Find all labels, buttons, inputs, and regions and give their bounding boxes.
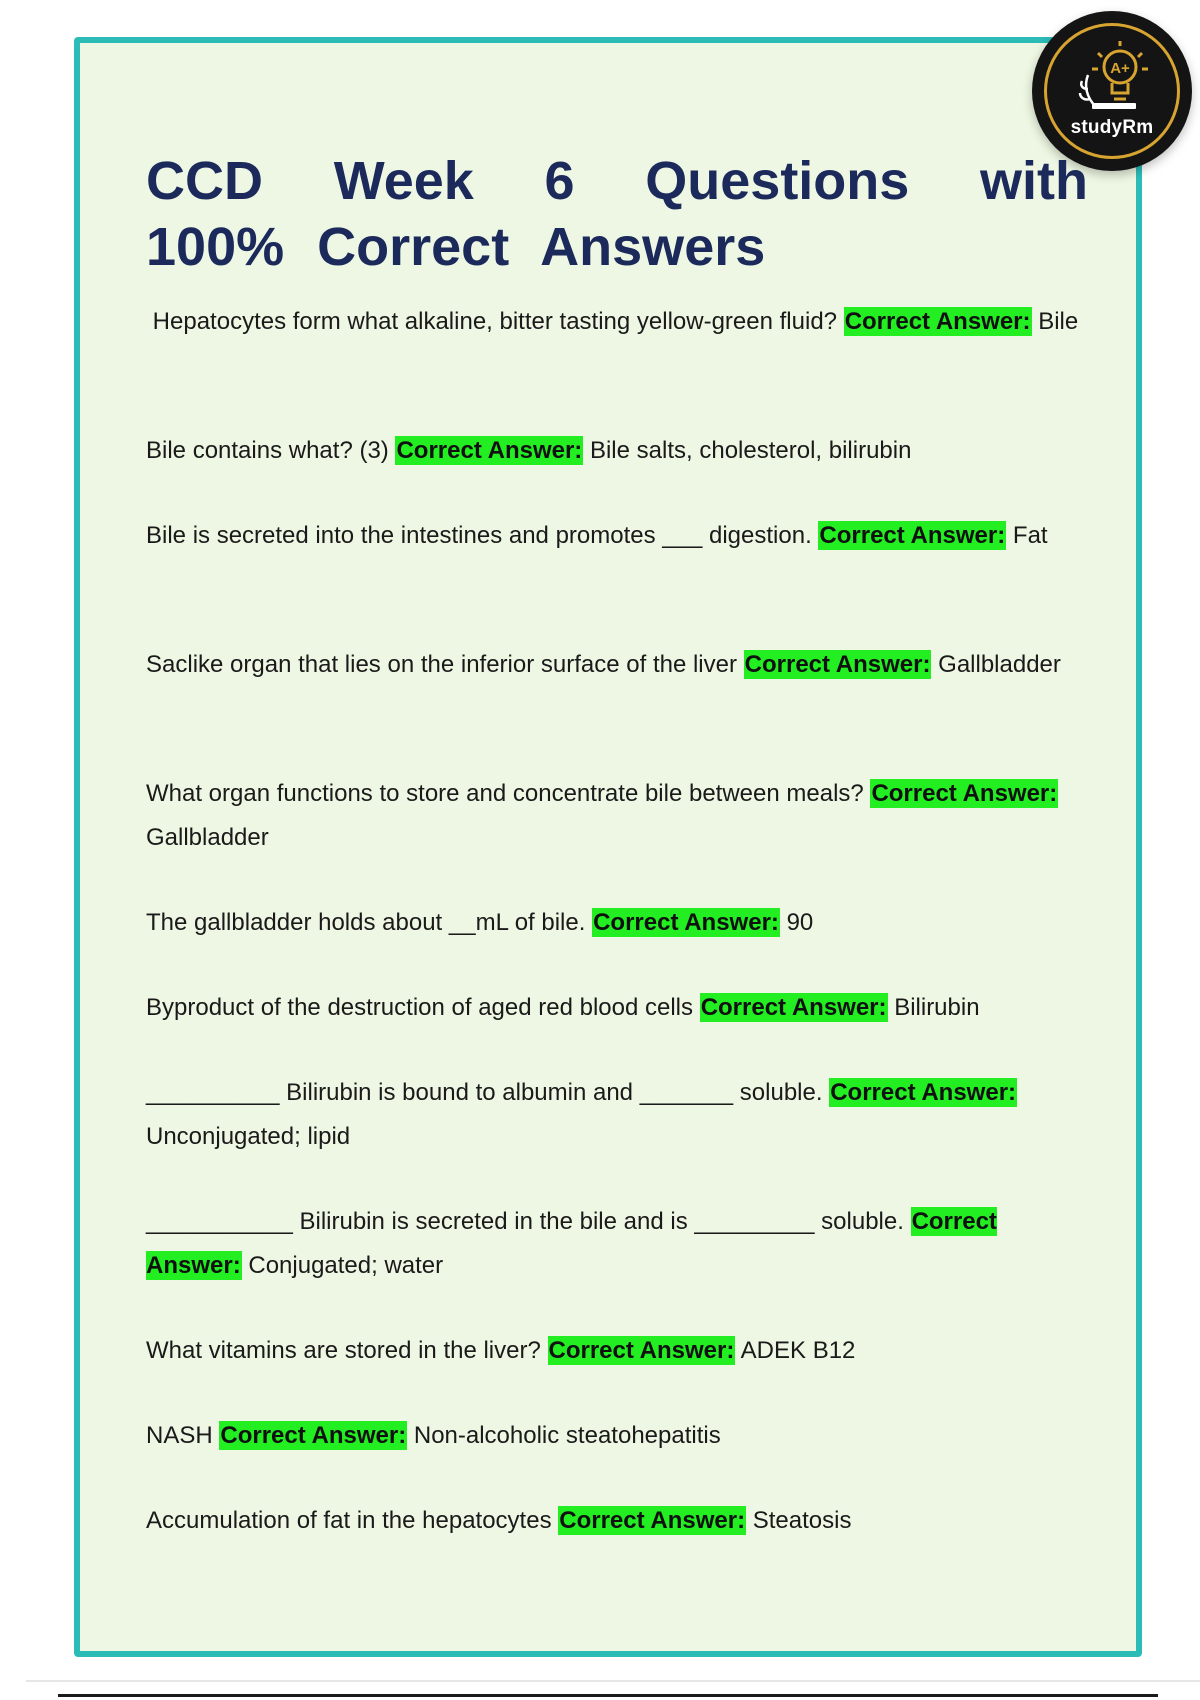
page-bottom-divider: [26, 1680, 1200, 1682]
page-bottom-edge: [58, 1694, 1158, 1697]
answer-text: Unconjugated; lipid: [146, 1123, 351, 1150]
answer-text: Gallbladder: [938, 651, 1061, 678]
question-text: NASH: [146, 1422, 213, 1449]
studyrm-badge: [1032, 11, 1192, 171]
qa-item: [146, 1414, 1088, 1458]
answer-label: Correct Answer:: [871, 780, 1058, 807]
svg-text:A+: A+: [1110, 60, 1130, 77]
qa-item: [146, 1200, 1088, 1288]
answer-text: ADEK B12: [740, 1337, 856, 1364]
answer-label: Correct Answer:: [559, 1507, 746, 1534]
answer-text: Conjugated; water: [248, 1252, 444, 1279]
qa-item: [146, 300, 1088, 388]
answer-label: Correct Answer:: [819, 522, 1006, 549]
question-text: What vitamins are stored in the liver?: [146, 1337, 541, 1364]
qa-item: [146, 643, 1088, 731]
answer-label: Correct Answer:: [830, 1079, 1017, 1106]
question-text: Byproduct of the destruction of aged red blood cells: [146, 994, 694, 1021]
answer-label: Correct Answer:: [593, 909, 779, 936]
qa-item: [146, 986, 1088, 1030]
question-text: The gallbladder holds about __mL of bile.: [146, 909, 586, 936]
page-title: CCD Week 6 Questions with 100% Correct Answers: [146, 151, 1088, 277]
answer-label: Correct Answer:: [146, 1208, 997, 1279]
answer-text: Bile: [1038, 308, 1079, 335]
question-text: Hepatocytes form what alkaline, bitter tasting yellow-green fluid?: [146, 308, 838, 335]
answer-text: Bilirubin: [894, 994, 980, 1021]
a-plus-lightbulb-icon: [1062, 31, 1162, 121]
question-text: Accumulation of fat in the hepatocytes: [146, 1507, 552, 1534]
qa-item: [146, 901, 1088, 945]
question-text: Bile is secreted into the intestines and promotes ___ digestion.: [146, 522, 812, 549]
answer-label: Correct Answer:: [220, 1422, 407, 1449]
question-text: Saclike organ that lies on the inferior surface of the liver: [146, 651, 737, 678]
answer-label: Correct Answer:: [396, 437, 583, 464]
answer-label: Correct Answer:: [844, 308, 1031, 335]
answer-text: Non-alcoholic steatohepatitis: [413, 1422, 721, 1449]
answer-text: Bile salts, cholesterol, bilirubin: [589, 437, 912, 464]
answer-label: Correct Answer:: [744, 651, 931, 678]
badge-label: studyRm: [1070, 117, 1154, 138]
qa-item: [146, 1329, 1088, 1373]
answer-text: Steatosis: [752, 1507, 852, 1534]
qa-item: [146, 1499, 1088, 1543]
question-text: Bile contains what? (3): [146, 437, 389, 464]
qa-item: [146, 429, 1088, 473]
answer-text: Gallbladder: [146, 824, 269, 851]
qa-item: [146, 1071, 1088, 1159]
document-content: [146, 148, 1088, 1584]
question-text: __________ Bilirubin is bound to albumin and _______ soluble.: [146, 1079, 823, 1106]
qa-item: [146, 772, 1088, 860]
answer-text: 90: [786, 909, 814, 936]
answer-label: Correct Answer:: [700, 994, 887, 1021]
answer-label: Correct Answer:: [548, 1337, 735, 1364]
question-text: What organ functions to store and concentrate bile between meals?: [146, 780, 864, 807]
qa-item: [146, 514, 1088, 602]
question-text: ___________ Bilirubin is secreted in the bile and is _________ soluble.: [146, 1208, 904, 1235]
answer-text: Fat: [1012, 522, 1048, 549]
